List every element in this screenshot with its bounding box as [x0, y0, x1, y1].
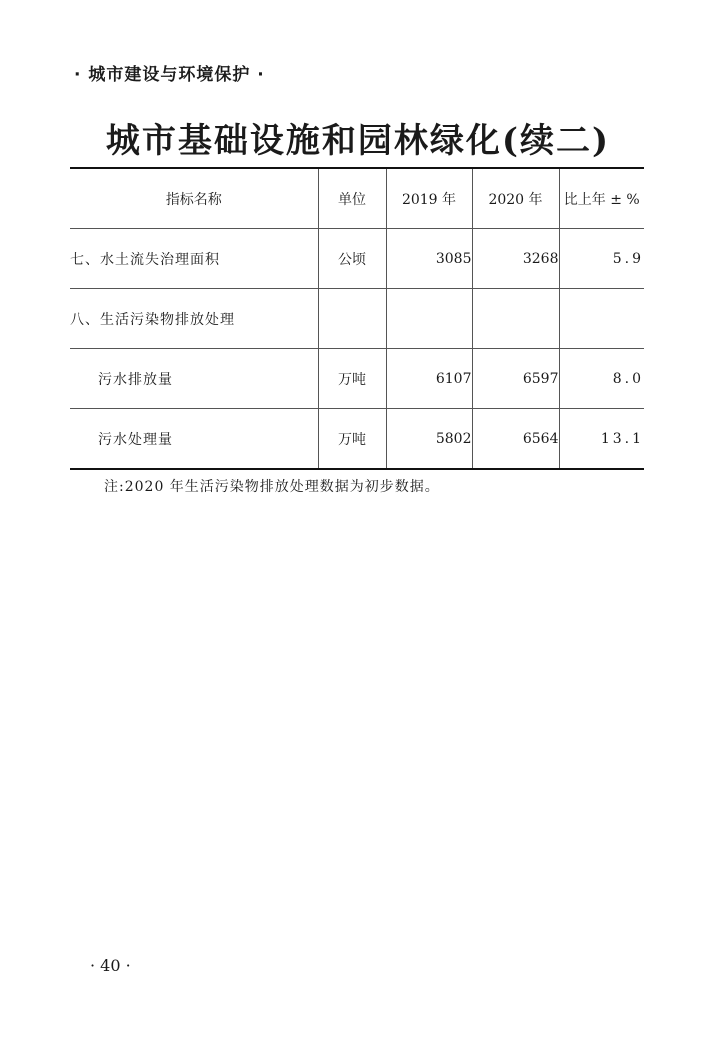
row-unit — [318, 289, 386, 349]
row-value-2019: 5802 — [386, 409, 472, 470]
row-value-2020: 6564 — [472, 409, 559, 470]
row-unit: 公顷 — [318, 229, 386, 289]
table-row — [70, 409, 644, 470]
row-value-2019: 3085 — [386, 229, 472, 289]
row-change: 5.9 — [559, 229, 644, 289]
row-unit: 万吨 — [318, 349, 386, 409]
row-value-2020: 3268 — [472, 229, 559, 289]
table-note: 注:2020 年生活污染物排放处理数据为初步数据。 — [104, 479, 440, 495]
column-header-change: 比上年 ± % — [559, 168, 644, 229]
column-header-2020: 2020 年 — [472, 168, 559, 229]
table-row — [70, 289, 644, 349]
row-value-2020: 6597 — [472, 349, 559, 409]
row-change: 8.0 — [559, 349, 644, 409]
row-change — [559, 289, 644, 349]
column-header-unit: 单位 — [318, 168, 386, 229]
row-value-2019: 6107 — [386, 349, 472, 409]
row-name: 七、水土流失治理面积 — [70, 229, 318, 289]
row-value-2020 — [472, 289, 559, 349]
row-name: 污水排放量 — [70, 349, 318, 409]
column-header-2019: 2019 年 — [386, 168, 472, 229]
page-title: 城市基础设施和园林绿化(续二) — [105, 121, 611, 161]
section-header: · 城市建设与环境保护 · — [74, 65, 265, 85]
statistics-table — [70, 167, 644, 470]
row-name: 八、生活污染物排放处理 — [70, 289, 318, 349]
row-change: 13.1 — [559, 409, 644, 470]
column-header-indicator: 指标名称 — [70, 168, 318, 229]
table-header-row — [70, 168, 644, 229]
row-value-2019 — [386, 289, 472, 349]
page-number: · 40 · — [90, 956, 131, 975]
table-row — [70, 229, 644, 289]
row-unit: 万吨 — [318, 409, 386, 470]
row-name: 污水处理量 — [70, 409, 318, 470]
table-row — [70, 349, 644, 409]
